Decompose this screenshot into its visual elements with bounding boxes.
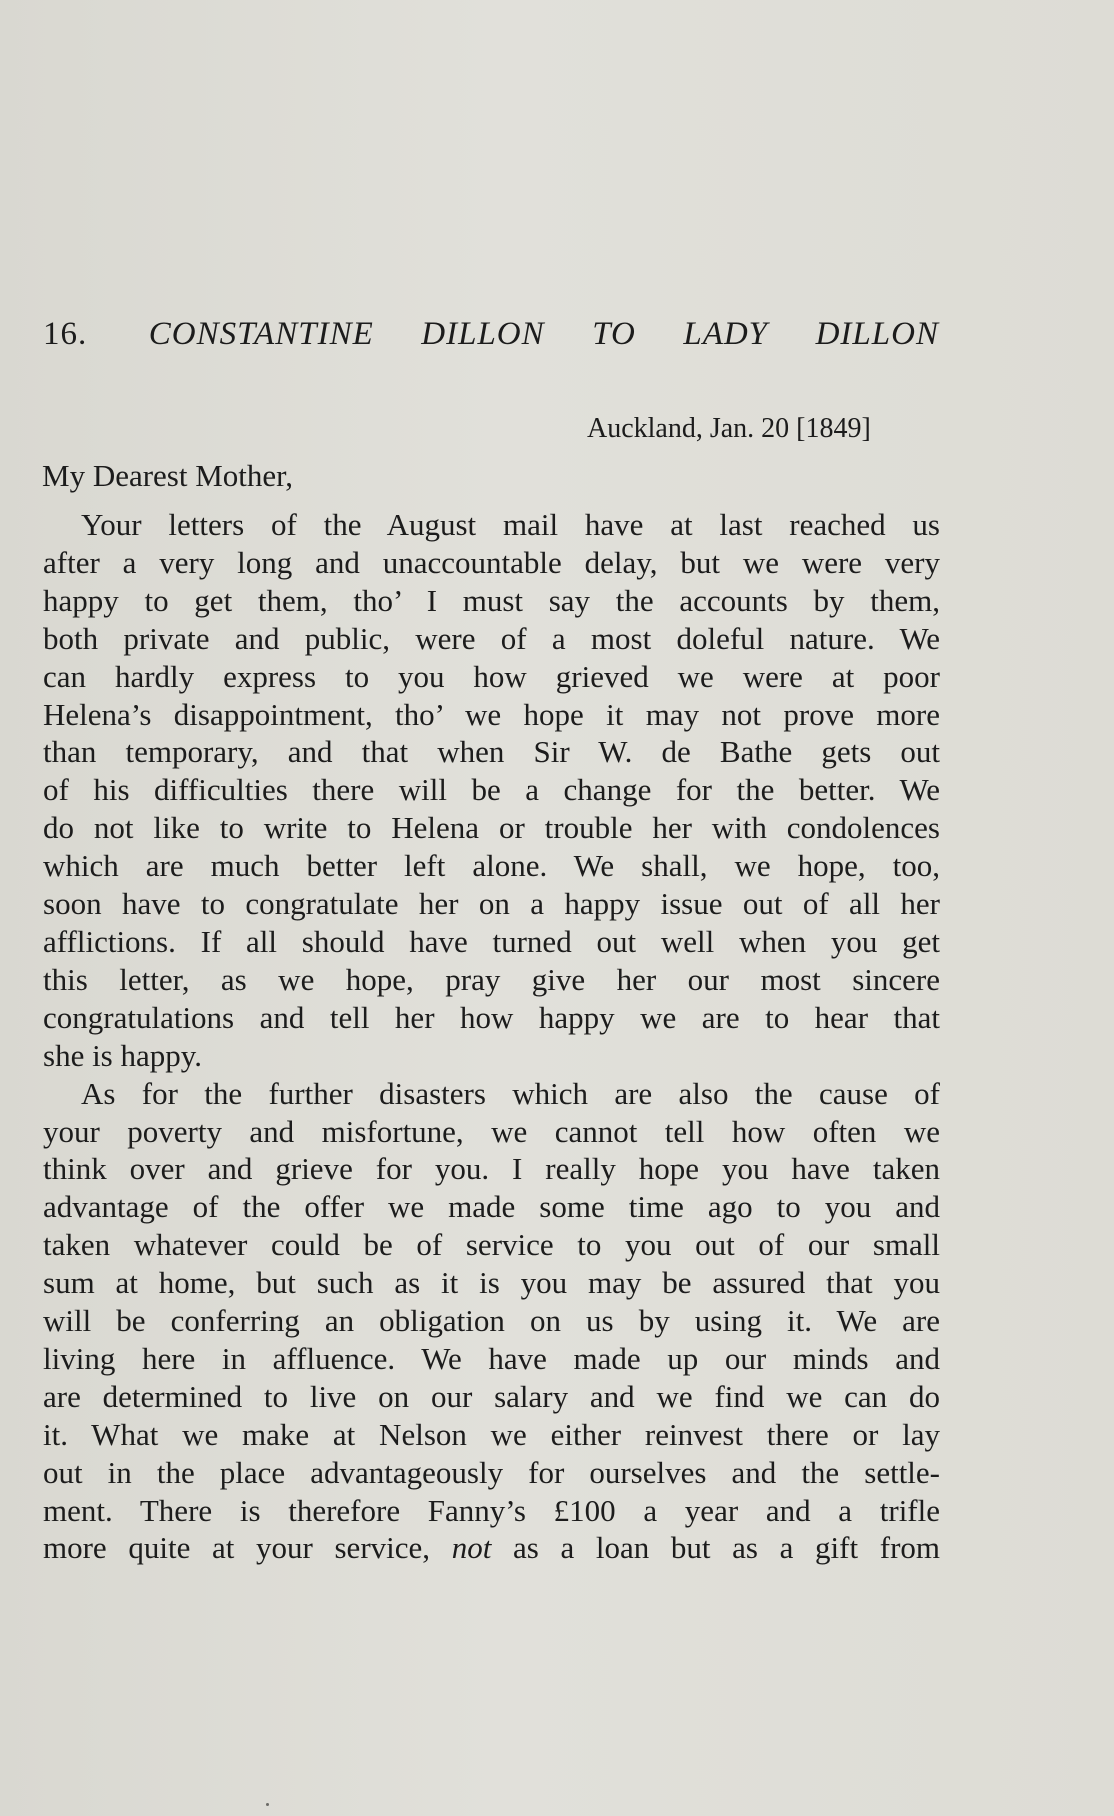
- heading-word: LADY: [683, 316, 769, 352]
- text-line: afflictions. If all should have turned out well when you get: [43, 923, 940, 959]
- text-line: congratulations and tell her how happy we are to hear that: [43, 999, 940, 1035]
- text-line: think over and grieve for you. I really hope you have taken: [43, 1151, 940, 1187]
- text-line: after a very long and unaccountable delay, but we were very: [43, 544, 940, 580]
- text-line: do not like to write to Helena or trouble her with condolences: [43, 810, 940, 846]
- text-segment: more quite at your service,: [43, 1530, 452, 1566]
- paper-speck: [266, 1803, 269, 1806]
- text-line: can hardly express to you how grieved we were at poor: [43, 658, 940, 694]
- salutation: My Dearest Mother,: [42, 458, 293, 493]
- text-line: [43, 1529, 940, 1567]
- text-line: your poverty and misfortune, we cannot tell how often we: [43, 1113, 940, 1149]
- emphasized-word: not: [451, 1530, 492, 1566]
- text-line: sum at home, but such as it is you may be assured that you: [43, 1265, 940, 1301]
- text-line: happy to get them, tho’ I must say the accounts by them,: [43, 582, 940, 618]
- heading-word: DILLON: [815, 316, 939, 352]
- text-line: taken whatever could be of service to you out of our small: [43, 1227, 940, 1263]
- letter-heading: [43, 316, 939, 353]
- text-line: will be conferring an obligation on us by using it. We are: [43, 1303, 940, 1339]
- text-segment: as a loan but as a gift from: [491, 1530, 941, 1566]
- text-line: out in the place advantageously for ourselves and the settle-: [43, 1454, 940, 1490]
- heading-word: TO: [592, 316, 636, 352]
- text-line: Helena’s disappointment, tho’ we hope it may not prove more: [43, 696, 940, 732]
- letter-body: [43, 506, 940, 1567]
- text-line: of his difficulties there will be a change for the better. We: [43, 772, 940, 808]
- heading-word: DILLON: [421, 316, 545, 352]
- letter-number: 16.: [43, 316, 88, 352]
- text-line: both private and public, were of a most doleful nature. We: [43, 620, 940, 656]
- text-line: Your letters of the August mail have at last reached us: [81, 507, 940, 542]
- text-line: ment. There is therefore Fanny’s £100 a year and a trifle: [43, 1492, 940, 1528]
- text-line: than temporary, and that when Sir W. de Bathe gets out: [43, 734, 940, 770]
- text-line: are determined to live on our salary and we find we can do: [43, 1378, 940, 1414]
- dateline: Auckland, Jan. 20 [1849]: [587, 413, 871, 444]
- text-line: she is happy.: [43, 1037, 202, 1073]
- heading-word: CONSTANTINE: [148, 316, 374, 352]
- text-line: soon have to congratulate her on a happy issue out of all her: [43, 886, 940, 922]
- text-line: it. What we make at Nelson we either reinvest there or lay: [43, 1416, 940, 1452]
- text-line: advantage of the offer we made some time ago to you and: [43, 1189, 940, 1225]
- text-line: As for the further disasters which are also the cause of: [81, 1075, 940, 1111]
- text-line: this letter, as we hope, pray give her our most sincere: [43, 961, 940, 997]
- text-line: living here in affluence. We have made up our minds and: [43, 1340, 940, 1376]
- text-line: which are much better left alone. We shall, we hope, too,: [43, 848, 940, 884]
